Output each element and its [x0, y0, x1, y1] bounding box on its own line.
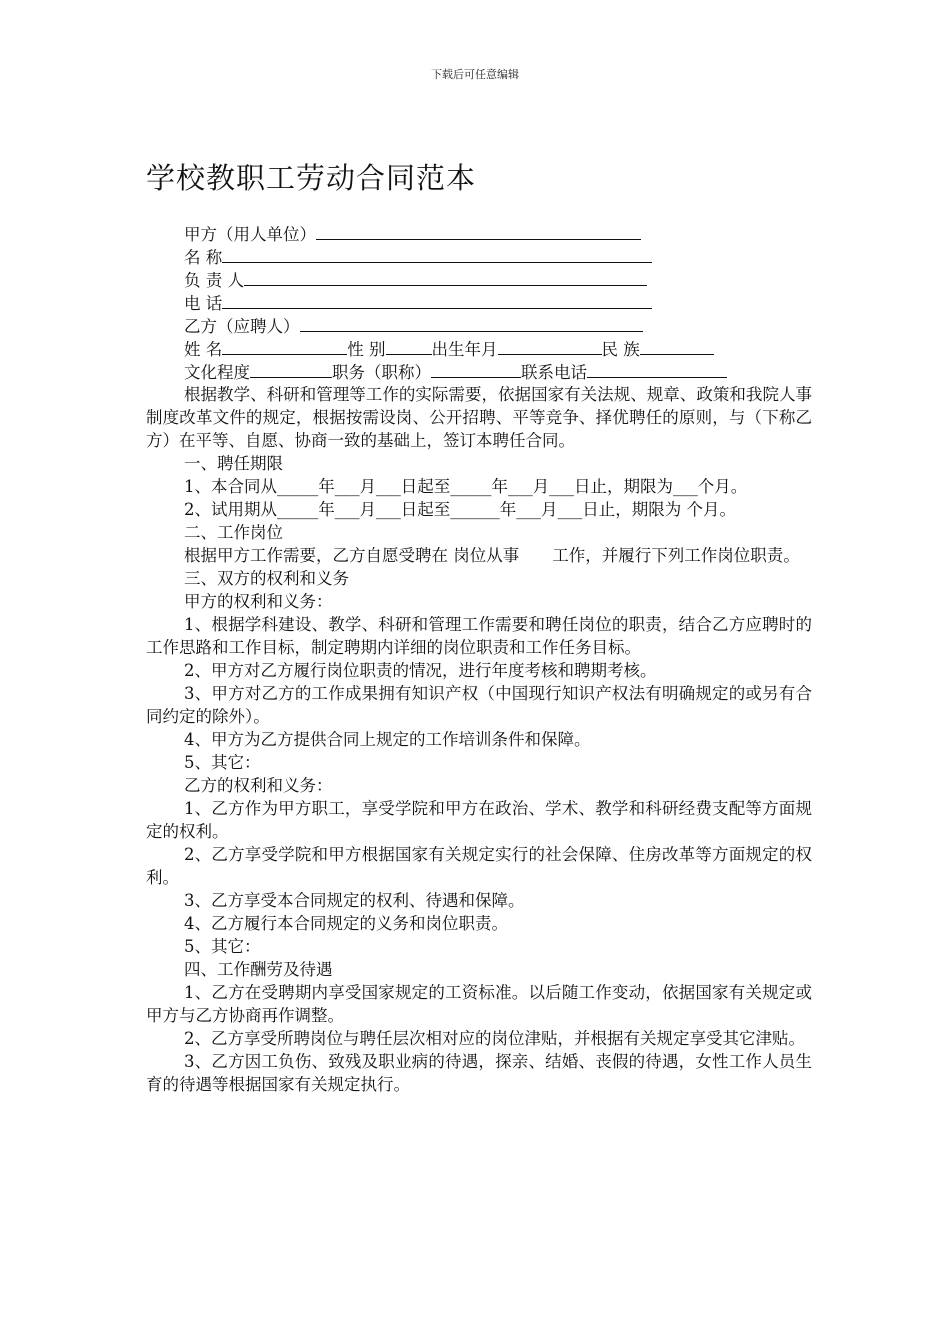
- party-b-item-2: 2、乙方享受学院和甲方根据国家有关规定实行的社会保障、住房改革等方面规定的权利。: [146, 845, 812, 887]
- name-blank[interactable]: [222, 245, 652, 263]
- party-b-row: [146, 314, 812, 337]
- section-2-heading: 二、工作岗位: [184, 523, 283, 542]
- party-a-item-1: 1、根据学科建设、教学、科研和管理工作需要和聘任岗位的职责，结合乙方应聘时的工作思路和工作目标，制定聘期内详细的岗位职责和工作任务目标。: [146, 615, 812, 657]
- party-b-label: 乙方（应聘人）: [184, 317, 300, 336]
- ethnicity-label: 民 族: [601, 340, 640, 359]
- b-name-label: 姓 名: [184, 340, 223, 359]
- party-a-rights-heading: 甲方的权利和义务：: [184, 592, 333, 611]
- party-a-blank[interactable]: [316, 222, 641, 240]
- party-b-item-4: 4、乙方履行本合同规定的义务和岗位职责。: [184, 914, 508, 933]
- section-2-paragraph: 根据甲方工作需要，乙方自愿受聘在 岗位从事 工作，并履行下列工作岗位职责。: [184, 546, 800, 565]
- birth-blank[interactable]: [498, 337, 602, 355]
- gender-label: 性 别: [347, 340, 386, 359]
- party-b-blank[interactable]: [300, 314, 643, 332]
- section-1-item-1: 1、本合同从_____年___月___日起至_____年___月___日止，期限为___个月。: [184, 477, 748, 496]
- section-4-heading: 四、工作酬劳及待遇: [184, 960, 333, 979]
- phone-label: 电 话: [184, 294, 223, 313]
- education-row: [146, 360, 812, 383]
- responsible-label: 负 责 人: [184, 271, 244, 290]
- phone-row: [146, 291, 812, 314]
- contact-label: 联系电话: [521, 363, 587, 382]
- person-info-row: [146, 337, 812, 360]
- party-b-rights-heading: 乙方的权利和义务：: [184, 776, 333, 795]
- section-1-item-2: 2、试用期从_____年___月___日起至______年___月___日止，期限为 个月。: [184, 500, 736, 519]
- ethnicity-blank[interactable]: [640, 337, 714, 355]
- party-a-item-2: 2、甲方对乙方履行岗位职责的情况，进行年度考核和聘期考核。: [184, 661, 657, 680]
- party-b-item-5: 5、其它：: [184, 937, 261, 956]
- section-4-item-2: 2、乙方享受所聘岗位与聘任层次相对应的岗位津贴，并根据有关规定享受其它津贴。: [184, 1029, 805, 1048]
- b-name-blank[interactable]: [222, 337, 347, 355]
- position-title-blank[interactable]: [431, 360, 521, 378]
- section-4-item-1: 1、乙方在受聘期内享受国家规定的工资标准。以后随工作变动，依据国家有关规定或甲方与乙方协商再作调整。: [146, 983, 812, 1025]
- responsible-row: [146, 268, 812, 291]
- name-row: [146, 245, 812, 268]
- party-b-item-1: 1、乙方作为甲方职工，享受学院和甲方在政治、学术、教学和科研经费支配等方面规定的权利。: [146, 799, 812, 841]
- party-a-item-5: 5、其它：: [184, 753, 261, 772]
- gender-blank[interactable]: [386, 337, 432, 355]
- party-b-item-3: 3、乙方享受本合同规定的权利、待遇和保障。: [184, 891, 525, 910]
- position-title-label: 职务（职称）: [332, 363, 431, 382]
- section-4-item-3: 3、乙方因工负伤、致残及职业病的待遇，探亲、结婚、丧假的待遇，女性工作人员生育的待遇等根据国家有关规定执行。: [146, 1052, 812, 1094]
- document-title: 学校教职工劳动合同范本: [146, 161, 477, 195]
- intro-paragraph: 根据教学、科研和管理等工作的实际需要，依据国家有关法规、规章、政策和我院人事制度改革文件的规定，根据按需设岗、公开招聘、平等竞争、择优聘任的原则，与（下称乙方）在平等、自愿、协商一致的基础上，签订本聘任合同。: [146, 385, 812, 450]
- name-label: 名 称: [184, 248, 223, 267]
- education-blank[interactable]: [250, 360, 332, 378]
- education-label: 文化程度: [184, 363, 250, 382]
- header-note: 下载后可任意编辑: [431, 68, 519, 81]
- section-3-heading: 三、双方的权利和义务: [184, 569, 349, 588]
- party-a-label: 甲方（用人单位）: [184, 225, 316, 244]
- party-a-item-4: 4、甲方为乙方提供合同上规定的工作培训条件和保障。: [184, 730, 591, 749]
- party-a-item-3: 3、甲方对乙方的工作成果拥有知识产权（中国现行知识产权法有明确规定的或另有合同约定的除外）。: [146, 684, 812, 726]
- phone-blank[interactable]: [222, 291, 652, 309]
- contract-body: [146, 222, 812, 1096]
- party-a-row: [146, 222, 812, 245]
- contact-blank[interactable]: [587, 360, 727, 378]
- birth-label: 出生年月: [431, 340, 498, 359]
- section-1-heading: 一、聘任期限: [184, 454, 283, 473]
- responsible-blank[interactable]: [244, 268, 647, 286]
